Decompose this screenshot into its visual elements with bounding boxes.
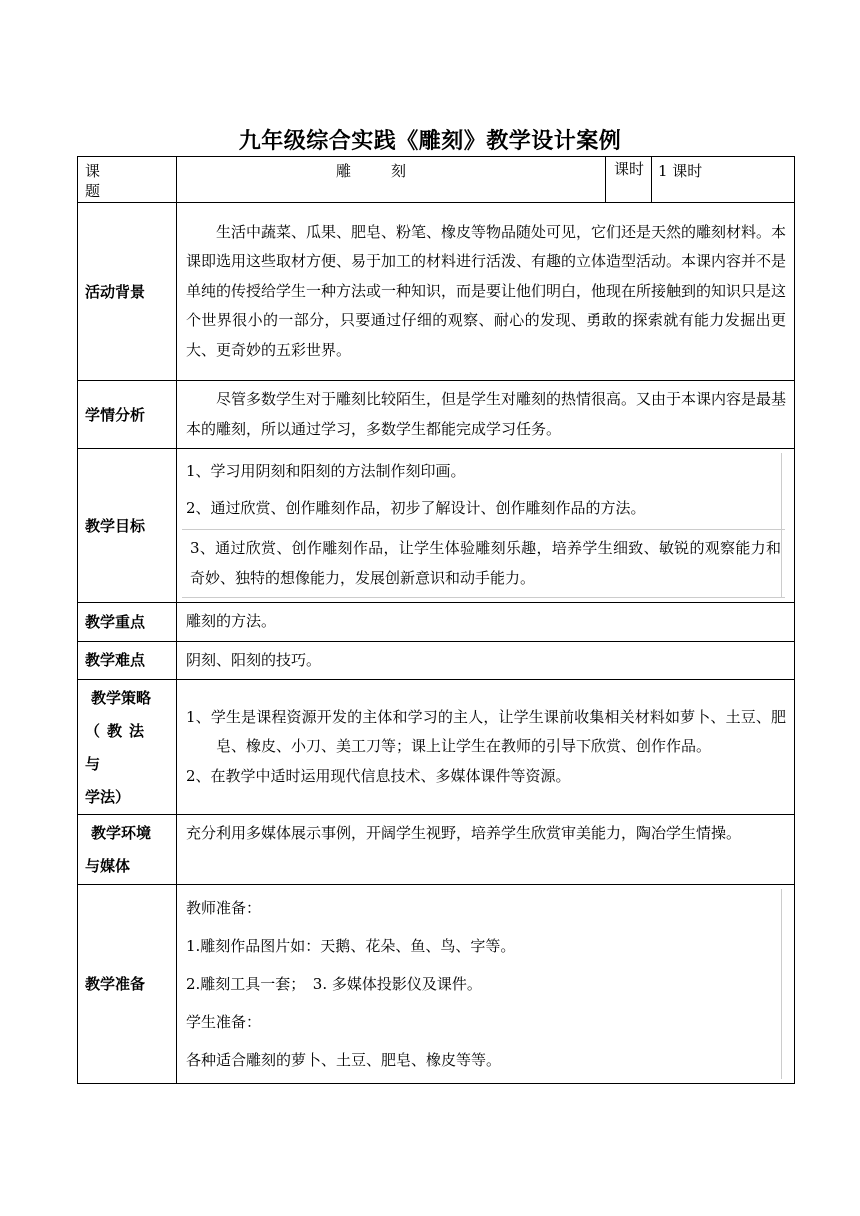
preparation-line: 2.雕刻工具一套； 3. 多媒体投影仪及课件。	[186, 975, 482, 993]
analysis-cell	[177, 381, 795, 449]
subject-value: 雕刻	[177, 157, 606, 203]
strategy-row	[78, 680, 795, 815]
analysis-text: 尽管多数学生对于雕刻比较陌生，但是学生对雕刻的热情很高。又由于本课内容是最基本的雕刻，所以通过学习，多数学生都能完成学习任务。	[186, 390, 787, 438]
difficulties-label: 教学难点	[78, 641, 177, 680]
preparation-cell	[177, 885, 795, 1084]
analysis-row	[78, 381, 795, 449]
analysis-label: 学情分析	[78, 381, 177, 449]
environment-row	[78, 815, 795, 885]
preparation-label: 教学准备	[78, 885, 177, 1084]
background-row	[78, 203, 795, 381]
goals-row	[78, 449, 795, 603]
environment-text: 充分利用多媒体展示事例，开阔学生视野，培养学生欣赏审美能力，陶冶学生情操。	[177, 815, 795, 885]
difficulties-text: 阴刻、阳刻的技巧。	[177, 641, 795, 680]
lesson-plan-table	[77, 156, 795, 1084]
background-text: 生活中蔬菜、瓜果、肥皂、粉笔、橡皮等物品随处可见，它们还是天然的雕刻材料。本课即选用这些取材方便、易于加工的材料进行活泼、有趣的立体造型活动。本课内容并不是单纯的传授给学生一种方法或一种知识，而是要让他们明白，他现在所接触到的知识只是这个世界很小的一部分，只要通过仔细的观察、耐心的发现、勇敢的探索就有能力发掘出更大、更奇妙的五彩世界。	[186, 222, 787, 359]
strategy-label-line: （教法与	[85, 722, 152, 773]
goal-item: 2、通过欣赏、创作雕刻作品，初步了解设计、创作雕刻作品的方法。	[186, 499, 646, 517]
environment-label-line: 与媒体	[85, 857, 131, 875]
goals-list	[186, 453, 782, 598]
background-label: 活动背景	[78, 203, 177, 381]
key-points-label: 教学重点	[78, 603, 177, 642]
environment-label	[78, 815, 177, 885]
subject-row	[78, 157, 795, 203]
goal-item: 1、学习用阴刻和阳刻的方法制作刻印画。	[186, 462, 466, 480]
strategy-label-line: 教学策略	[91, 689, 152, 707]
goals-label: 教学目标	[78, 449, 177, 603]
preparation-line: 各种适合雕刻的萝卜、土豆、肥皂、橡皮等等。	[186, 1051, 502, 1069]
goals-cell	[177, 449, 795, 603]
strategy-label	[78, 680, 177, 815]
difficulties-row	[78, 641, 795, 680]
key-points-row	[78, 603, 795, 642]
preparation-row	[78, 885, 795, 1084]
goal-item: 3、通过欣赏、创作雕刻作品，让学生体验雕刻乐趣，培养学生细致、敏锐的观察能力和奇妙、独特的想像能力，发展创新意识和动手能力。	[182, 529, 785, 598]
preparation-line: 学生准备：	[186, 1013, 262, 1031]
background-cell	[177, 203, 795, 381]
environment-label-line: 教学环境	[91, 824, 152, 842]
strategy-cell	[177, 680, 795, 815]
document-title: 九年级综合实践《雕刻》教学设计案例	[238, 129, 622, 154]
key-points-text: 雕刻的方法。	[177, 603, 795, 642]
strategy-item: 1、学生是课程资源开发的主体和学习的主人，让学生课前收集相关材料如萝卜、土豆、肥皂、橡皮、小刀、美工刀等；课上让学生在教师的引导下欣赏、创作作品。	[186, 707, 786, 756]
preparation-list	[186, 889, 782, 1079]
hours-value: 1 课时	[652, 157, 795, 203]
subject-label: 课题	[78, 157, 177, 203]
strategy-item: 2、在教学中适时运用现代信息技术、多媒体课件等资源。	[186, 766, 571, 785]
strategy-label-line: 学法）	[85, 788, 131, 806]
hours-label: 课时	[606, 157, 652, 203]
preparation-line: 1.雕刻作品图片如：天鹅、花朵、鱼、鸟、字等。	[186, 937, 516, 955]
preparation-line: 教师准备：	[186, 899, 262, 917]
